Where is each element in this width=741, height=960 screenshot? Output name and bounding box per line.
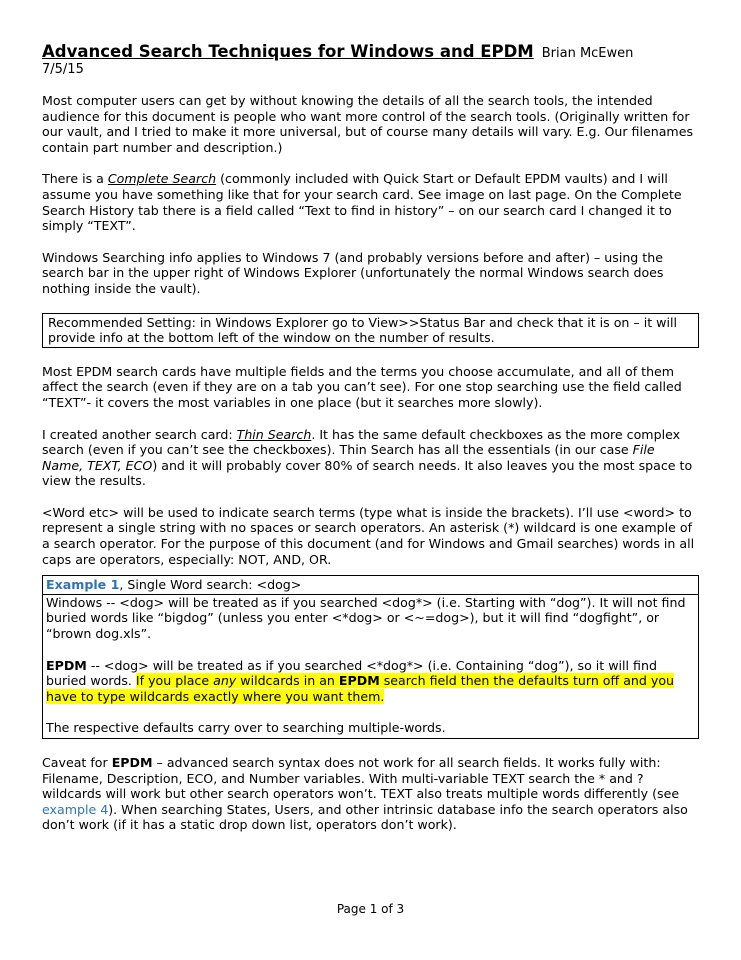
spacer [42,77,699,93]
caveat-pre: Caveat for [42,755,112,770]
hl-mid: wildcards in an [236,673,339,689]
hl-post: search field then the defaults turn off and you have to type wildcards exactly where you want them. [46,673,675,704]
example-1-label: Example 1 [46,577,120,593]
thin-search-mid: . It has the same default checkboxes as the more complex search (even if you can’t see the checkboxes). Thin Search has all the essentials (in our case [42,426,681,458]
spacer [46,642,695,658]
spacer [42,489,699,505]
hl-pre: If you place [135,673,214,689]
epdm-highlight [46,673,674,704]
hl-epdm: EPDM [338,673,380,689]
example-1-body [43,595,698,738]
epdm-label: EPDM [46,657,87,673]
spacer [42,234,699,250]
spacer [42,739,699,755]
complete-search-post: (commonly included with Quick Start or Default EPDM vaults) and I will assume you have something like that for your search card. See image on last page. On the Complete Search History tab there is a field called “Text to find in history” – on our search card I changed it to simply “TEXT”. [42,171,682,234]
thin-search-paragraph [42,427,699,489]
word-notation-paragraph: <Word etc> will be used to indicate search terms (type what is inside the brackets). I’ll use <word> to represent a single string with no spaces or search operators. An asterisk (*) wildcard is one example of a search operator. For the purpose of this document (and for Windows and Gmail searches) words in all caps are operators, especially: NOT, AND, OR. [42,504,695,567]
intro-paragraph: Most computer users can get by without knowing the details of all the search tools, the intended audience for this document is people who want more control of the search tools. (Originally written for our vault, and I tried to make it more universal, but of course many details will vary. E.g. Our filenames contain part number and description.) [42,93,693,155]
example-1-heading-text: , Single Word search: <dog> [119,577,302,593]
document-title: Advanced Search Techniques for Windows and EPDM [42,42,534,61]
example-1-epdm [46,658,695,705]
document-author: Brian McEwen [541,46,634,61]
caveat-text: – advanced search syntax does not work for all search fields. It works fully with: Filename, Description, ECO, and Number variables. With multi-variable TEXT search the * and ? wildcards will work but other search operators won’t. TEXT also treats multiple words differently (see [42,755,680,802]
caveat-post: ). When searching States, Users, and other intrinsic database info the search operators also don’t work (if it has a static drop down list, operators don’t work). [42,801,688,833]
thin-search-fields: File Name, TEXT, ECO [42,442,655,473]
hl-any: any [213,673,237,689]
caveat-paragraph [42,755,699,833]
spacer [42,155,699,171]
epdm-text: -- <dog> will be treated as if you searched <*dog*> (i.e. Containing “dog”), so it will find buried words. [46,657,657,689]
example-1-windows: Windows -- <dog> will be treated as if you searched <dog*> (i.e. Starting with “dog”). It will not find buried words like “bigdog” (unless you enter <*dog> or <~=dog>), but it will find “dogfight”, or “brown dog.xls”. [46,594,686,642]
document-date: 7/5/15 [42,62,84,77]
example-4-link[interactable]: example 4 [42,801,109,817]
spacer [46,704,695,720]
complete-search-paragraph [42,171,699,233]
complete-search-pre: There is a [42,171,108,187]
page-footer: Page 1 of 3 [336,902,405,916]
example-1-box [42,575,699,739]
thin-search-post: ) and it will probably cover 80% of search needs. It also leaves you the most space to view the results. [42,457,693,489]
caveat-epdm: EPDM [111,755,153,770]
spacer [42,411,699,427]
example-1-defaults: The respective defaults carry over to searching multiple-words. [46,720,446,736]
example-1-heading [43,576,698,595]
spacer [42,297,699,313]
complete-search-term: Complete Search [107,171,217,187]
spacer [42,348,699,364]
recommended-setting-box: Recommended Setting: in Windows Explorer go to View>>Status Bar and check that it is on – it will provide info at the bottom left of the window on the number of results. [42,313,699,348]
search-cards-paragraph: Most EPDM search cards have multiple fields and the terms you choose accumulate, and all of them affect the search (even if they are on a tab you can’t see). For one stop searching use the field called “TEXT”- it covers the most variables in one place (but it searches more slowly). [42,363,682,410]
spacer [42,567,699,575]
windows-info-paragraph: Windows Searching info applies to Windows 7 (and probably versions before and after) – using the search bar in the upper right of Windows Explorer (unfortunately the normal Windows search does nothing inside the vault). [42,249,664,296]
thin-search-pre: I created another search card: [42,426,237,442]
thin-search-term: Thin Search [236,426,312,442]
title-row [42,44,699,62]
